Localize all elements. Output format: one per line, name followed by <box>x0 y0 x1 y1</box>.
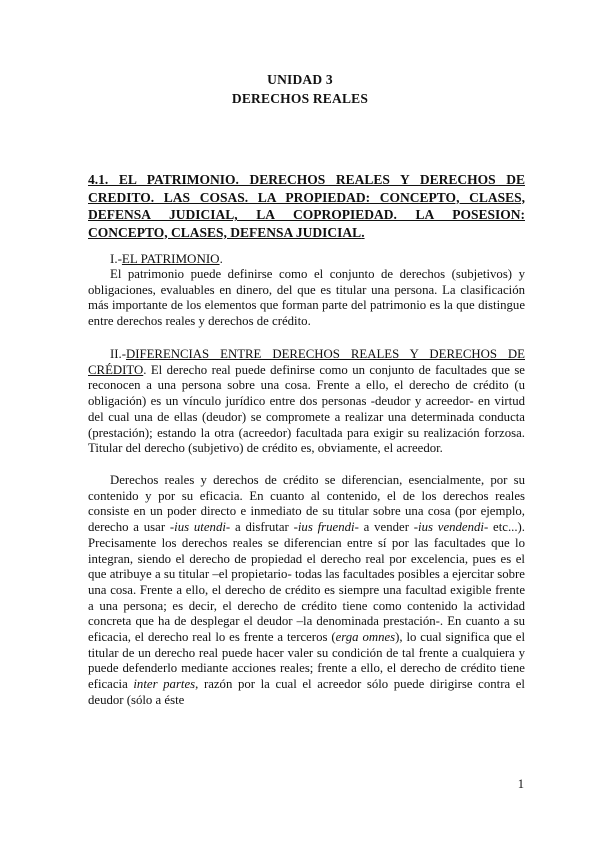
contenido-eficacia-paragraph <box>88 473 525 709</box>
text-run: - a vender - <box>354 520 419 535</box>
latin-term: erga omnes <box>335 630 396 645</box>
section-heading-text: 4.1. EL PATRIMONIO. DERECHOS REALES Y DERECHOS DE CREDITO. LAS COSAS. LA PROPIEDAD: CONCEPTO, CLASES, DEFENSA JUDICIAL, LA COPROPIEDAD. LA POSESION: CONCEPTO, CLASES, DEFENSA JUDICIAL <box>88 172 525 240</box>
text-run: ), lo cual significa que el titular de un derecho real puede hacer valer su condición de tal frente a cualquiera y puede defenderlo mediante acciones reales; frente a ello, el derecho de crédito tiene eficacia <box>88 630 526 692</box>
diferencias-paragraph <box>88 347 525 457</box>
text-run: - a disfrutar - <box>225 520 298 535</box>
latin-term: inter partes <box>133 677 196 692</box>
section-ii-label: DIFERENCIAS ENTRE DERECHOS REALES Y DERECHOS DE CRÉDITO <box>88 347 525 377</box>
section-heading-end: . <box>361 224 365 240</box>
section-heading <box>88 171 525 241</box>
latin-term: ius utendi <box>174 520 226 535</box>
diferencias-text: . El derecho real puede definirse como un conjunto de facultades que se reconocen a una persona sobre una cosa. Frente a ello, el derecho de crédito (u obligación) es un vínculo jurídico entre dos personas -deudor y acreedor- en virtud del cual una de ellas (deudor) se compromete a realizar una determinada conducta (prestación); estando la otra (acreedor) facultada para exigir su realización forzosa. Titular del derecho (subjetivo) de crédito es, obviamente, el acreedor. <box>88 362 525 456</box>
section-i-suffix: . <box>219 251 223 266</box>
latin-term: ius vendendi <box>418 520 484 535</box>
text-run: , razón por la cual el acreedor sólo puede dirigirse contra el deudor (sólo a éste <box>88 677 525 707</box>
unit-subtitle: DERECHOS REALES <box>231 91 369 106</box>
latin-term: ius fruendi <box>297 520 355 535</box>
section-ii-number: II.- <box>110 347 126 361</box>
text-run: Derechos reales y derechos de crédito se diferencian, esencialmente, por su contenido y por su eficacia. En cuanto al contenido, el de los derechos reales consiste en un poder directo e inmediato de su titular sobre una cosa (por ejemplo, derecho a usar - <box>88 473 525 535</box>
page-number: 1 <box>517 777 524 791</box>
patrimonio-paragraph: El patrimonio puede definirse como el conjunto de derechos (subjetivos) y obligaciones, evaluables en dinero, del que es titular una persona. La clasificación más importante de los elementos que forman parte del patrimonio es la que distingue entre derechos reales y derechos de crédito. <box>88 267 525 329</box>
section-i-label: EL PATRIMONIO <box>121 251 220 266</box>
section-i-number: I.- <box>110 251 122 266</box>
text-run: - etc...). Precisamente los derechos reales se diferencian entre sí por las facultades que lo integran, siendo el derecho de propiedad el derecho real por excelencia, pues es el que atribuye a su titular –el propietario- todas las facultades posibles a ejercitar sobre una cosa. Frente a ello, el derecho de crédito es siempre una facultad exigible frente a una persona; es decir, el derecho de crédito tiene como contenido la actividad concreta que ha de desplegar el deudor –la denominada prestación-. En cuanto a su eficacia, el derecho real lo es frente a terceros ( <box>88 520 526 645</box>
unit-title: UNIDAD 3 <box>267 72 333 87</box>
